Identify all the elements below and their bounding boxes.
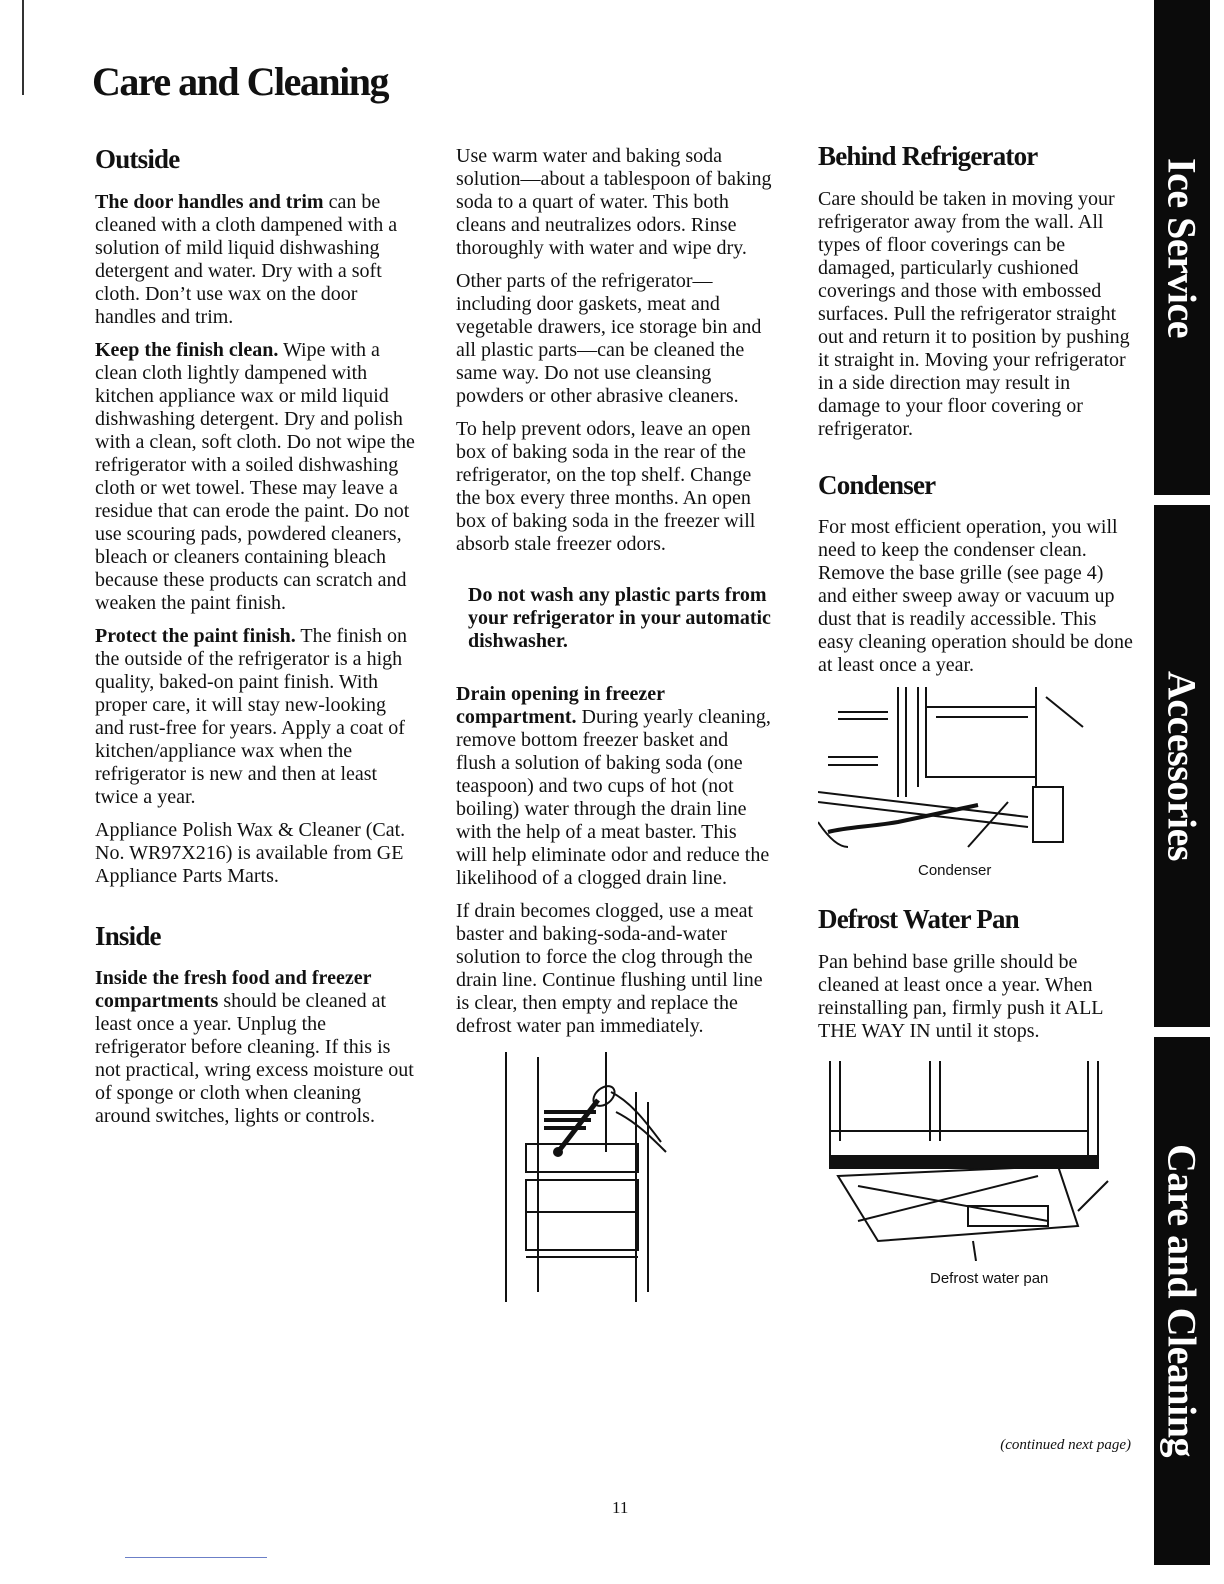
- paragraph-inside: [95, 967, 415, 1128]
- text-keep-finish: Wipe with a clean cloth lightly dampened with kitchen appliance wax or mild liquid dishwashing detergent. Dry and polish with a clean, soft cloth. Do not wipe the refrigerator with a soiled dishwashing cloth or wet towel. These may leave a residue that can erode the paint. Do not use scouring pads, powdered cleaners, bleach or cleaners containing bleach because these products can scratch and weaken the paint finish.: [95, 338, 415, 614]
- tab-label-accessories: Accessories: [1159, 671, 1205, 861]
- bottom-rule: [125, 1557, 267, 1558]
- lead-inside: Inside the fresh food and freezer compartments: [95, 967, 372, 1013]
- text-door-handles: can be cleaned with a cloth dampened with a solution of mild liquid dishwashing detergent and water. Dry with a soft cloth. Don’t use wax on the door handles and trim.: [95, 190, 398, 328]
- defrost-figure-label: Defrost water pan: [930, 1270, 1049, 1288]
- lead-protect-paint: Protect the paint finish.: [95, 624, 296, 647]
- tab-ice-service[interactable]: [1154, 0, 1210, 495]
- paragraph-door-handles: [95, 191, 415, 329]
- text-inside: should be cleaned at least once a year. Unplug the refrigerator before cleaning. If this is not practical, wring excess moisture out of sponge or cloth when cleaning around switches, lights or controls.: [95, 990, 414, 1128]
- section-heading-defrost: Defrost Water Pan: [818, 904, 1019, 935]
- continued-note: (continued next page): [1000, 1437, 1131, 1453]
- dishwasher-warning: Do not wash any plastic parts from your refrigerator in your automatic dishwasher.: [468, 584, 771, 652]
- paragraph-baking-soda-solution: Use warm water and baking soda solution—about a tablespoon of baking soda to a quart of water. This both cleans and neutralizes odors. Rinse thoroughly with water and wipe dry.: [456, 145, 772, 259]
- paragraph-keep-finish: [95, 339, 415, 615]
- column-left: [95, 145, 415, 1138]
- margin-rule: [22, 0, 24, 95]
- column-middle: [456, 145, 772, 1302]
- page-number: 11: [612, 1498, 629, 1517]
- lead-door-handles: The door handles and trim: [95, 190, 324, 213]
- section-heading-inside: Inside: [95, 920, 161, 951]
- paragraph-defrost: Pan behind base grille should be cleaned at least once a year. When reinstalling pan, firmly push it ALL THE WAY IN until it stops.: [818, 951, 1103, 1043]
- tab-care-and-cleaning[interactable]: [1154, 1037, 1210, 1565]
- section-heading-behind: Behind Refrigerator: [818, 141, 1038, 171]
- paragraph-prevent-odors: To help prevent odors, leave an open box of baking soda in the rear of the refrigerator, on the top shelf. Change the box every three months. An open box of baking soda in the freezer will absorb stale freezer odors.: [456, 418, 756, 555]
- side-tab-bar: [1154, 0, 1210, 1565]
- text-drain-opening: During yearly cleaning, remove bottom freezer basket and flush a solution of baking soda (one teaspoon) and two cups of hot (not boiling) water through the drain line with the help of a meat baster. This will help eliminate odor and reduce the likelihood of a clogged drain line.: [456, 706, 771, 889]
- paragraph-other-parts: Other parts of the refrigerator—including door gaskets, meat and vegetable drawers, ice storage bin and all plastic parts—can be cleaned the same way. Do not use cleansing powders or other abrasive cleaners.: [456, 270, 762, 407]
- drain-baster-illustration: [486, 1052, 706, 1302]
- section-heading-outside: Outside: [95, 144, 180, 174]
- condenser-illustration: [818, 687, 1098, 887]
- column-right: [818, 142, 1133, 1301]
- paragraph-condenser: For most efficient operation, you will need to keep the condenser clean. Remove the base grille (see page 4) and either sweep away or vacuum up dust that is readily accessible. This easy cleaning operation should be done at least once a year.: [818, 516, 1133, 677]
- paragraph-behind: Care should be taken in moving your refrigerator away from the wall. All types of floor coverings can be damaged, particularly cushioned coverings and those with embossed surfaces. Pull the refrigerator straight out and return it to position by pushing it straight in. Moving your refrigerator in a side direction may result in damage to your floor covering or refrigerator.: [818, 187, 1130, 440]
- lead-drain-opening: Drain opening in freezer compartment.: [456, 683, 665, 728]
- defrost-pan-illustration: [818, 1061, 1118, 1301]
- paragraph-drain-clogged: If drain becomes clogged, use a meat baster and baking-soda-and-water solution to force the clog through the drain line. Continue flushing until line is clear, then empty and replace the defrost water pan immediately.: [456, 900, 763, 1037]
- text-protect-paint: The finish on the outside of the refrigerator is a high quality, baked-on paint finish. With proper care, it will stay new-looking and rust-free for years. Apply a coat of kitchen/appliance wax when the refrigerator is new and then at least twice a year.: [95, 624, 408, 808]
- section-heading-condenser: Condenser: [818, 469, 936, 500]
- lead-keep-finish: Keep the finish clean.: [95, 338, 279, 361]
- tab-label-care-and-cleaning: Care and Cleaning: [1159, 1144, 1205, 1458]
- paragraph-protect-paint: [95, 625, 415, 809]
- paragraph-drain-opening: [456, 683, 772, 890]
- tab-label-ice-service: Ice Service: [1159, 157, 1205, 338]
- paragraph-polish-wax: Appliance Polish Wax & Cleaner (Cat. No. WR97X216) is available from GE Appliance Parts Marts.: [95, 818, 406, 887]
- page-title: Care and Cleaning: [92, 59, 389, 104]
- tab-accessories[interactable]: [1154, 505, 1210, 1027]
- condenser-figure-label: Condenser: [918, 862, 992, 880]
